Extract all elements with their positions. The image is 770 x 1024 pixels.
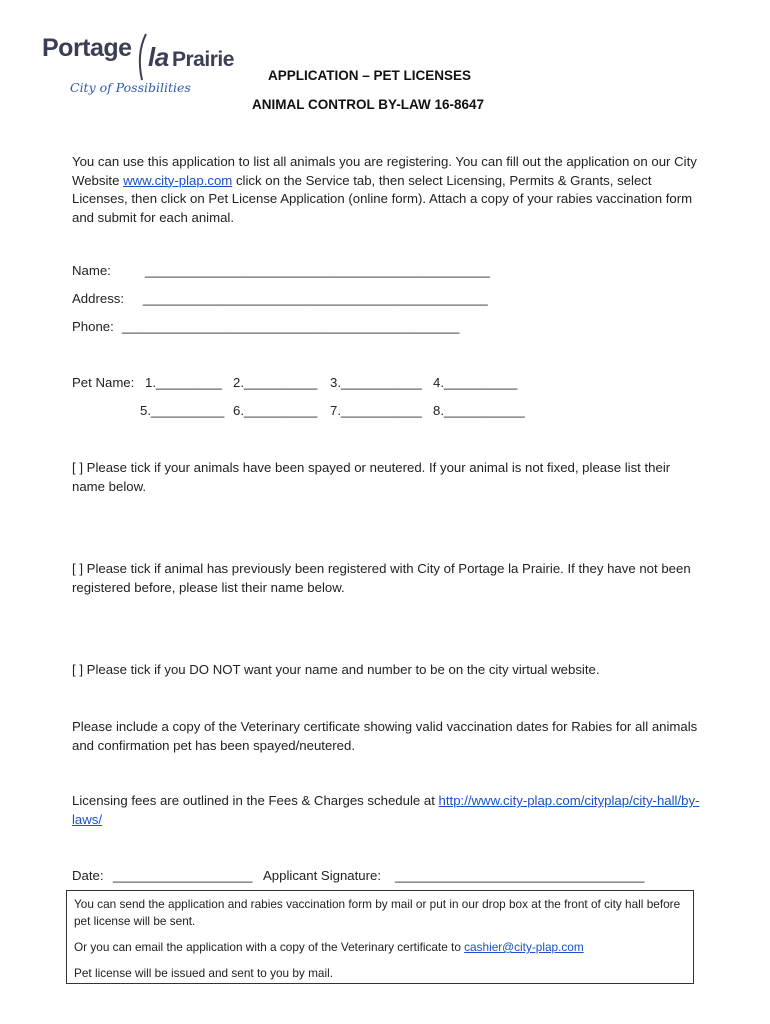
- pet-name-field-1[interactable]: 1._________: [145, 375, 223, 390]
- page-title: APPLICATION – PET LICENSES: [268, 68, 472, 83]
- address-label: Address:: [72, 291, 125, 306]
- registered-checkbox-statement[interactable]: [ ] Please tick if animal has previously been registered with City of Portage la Prairie. If they have not been registered before, please list their name below.: [72, 561, 691, 595]
- intro-text-1: You can use this application to list all animals you are registering. You can fill out the application on our City Website: [72, 154, 697, 188]
- logo-word-portage: Portage: [42, 34, 132, 62]
- city-logo: [38, 24, 238, 106]
- phone-field[interactable]: ______________________________________________: [122, 319, 460, 334]
- email-instructions-text: Or you can email the application with a copy of the Veterinary certificate to: [74, 940, 465, 954]
- vet-certificate-note: Please include a copy of the Veterinary certificate showing valid vaccination dates for Rabies for all animals and confirmation pet has been spayed/neutered.: [72, 719, 698, 753]
- fees-text: Licensing fees are outlined in the Fees & Charges schedule at: [72, 793, 439, 808]
- issuance-note: Pet license will be issued and sent to you by mail.: [74, 966, 334, 980]
- name-field[interactable]: _______________________________________________: [145, 263, 490, 278]
- address-field[interactable]: _______________________________________________: [143, 291, 488, 306]
- pet-name-field-7[interactable]: 7.___________: [330, 403, 422, 418]
- pet-name-field-2[interactable]: 2.__________: [233, 375, 318, 390]
- page-subtitle: ANIMAL CONTROL BY-LAW 16-8647: [252, 97, 485, 112]
- email-instructions: [74, 939, 686, 956]
- pet-name-field-6[interactable]: 6.__________: [233, 403, 318, 418]
- city-website-link[interactable]: www.city-plap.com: [123, 172, 233, 188]
- intro-text-2: click on the Service tab, then select Licensing, Permits & Grants, select Licenses, then click on Pet License Application (online form). Attach a copy of your rabies vaccination form and submit for each animal.: [72, 172, 693, 225]
- fees-paragraph: [72, 792, 702, 829]
- submission-info-box: [66, 890, 694, 984]
- pet-name-field-3[interactable]: 3.___________: [330, 375, 422, 390]
- signature-label: Applicant Signature:: [263, 868, 382, 883]
- phone-label: Phone:: [72, 319, 114, 334]
- logo-word-prairie: Prairie: [172, 48, 234, 71]
- pet-name-field-5[interactable]: 5.__________: [140, 403, 225, 418]
- privacy-checkbox-statement[interactable]: [ ] Please tick if you DO NOT want your name and number to be on the city virtual website.: [72, 662, 600, 677]
- pet-name-field-4[interactable]: 4.__________: [433, 375, 518, 390]
- bylaws-link[interactable]: http://www.city-plap.com/cityplap/city-hall/by-laws/: [72, 793, 700, 827]
- name-label: Name:: [72, 263, 111, 278]
- signature-field[interactable]: __________________________________: [395, 868, 645, 883]
- cashier-email-link[interactable]: cashier@city-plap.com: [464, 940, 584, 954]
- pet-name-label: Pet Name:: [72, 375, 135, 390]
- date-field[interactable]: ___________________: [113, 868, 253, 883]
- spayed-checkbox-statement[interactable]: [ ] Please tick if your animals have been spayed or neutered. If your animal is not fixed, please list their name below.: [72, 460, 671, 494]
- mail-instructions: You can send the application and rabies vaccination form by mail or put in our drop box at the front of city hall before pet license will be sent.: [74, 897, 681, 928]
- pet-name-field-8[interactable]: 8.___________: [433, 403, 525, 418]
- logo-word-la: la: [148, 42, 169, 72]
- intro-paragraph: [72, 153, 702, 227]
- logo-tagline: City of Possibilities: [70, 80, 191, 95]
- date-label: Date:: [72, 868, 104, 883]
